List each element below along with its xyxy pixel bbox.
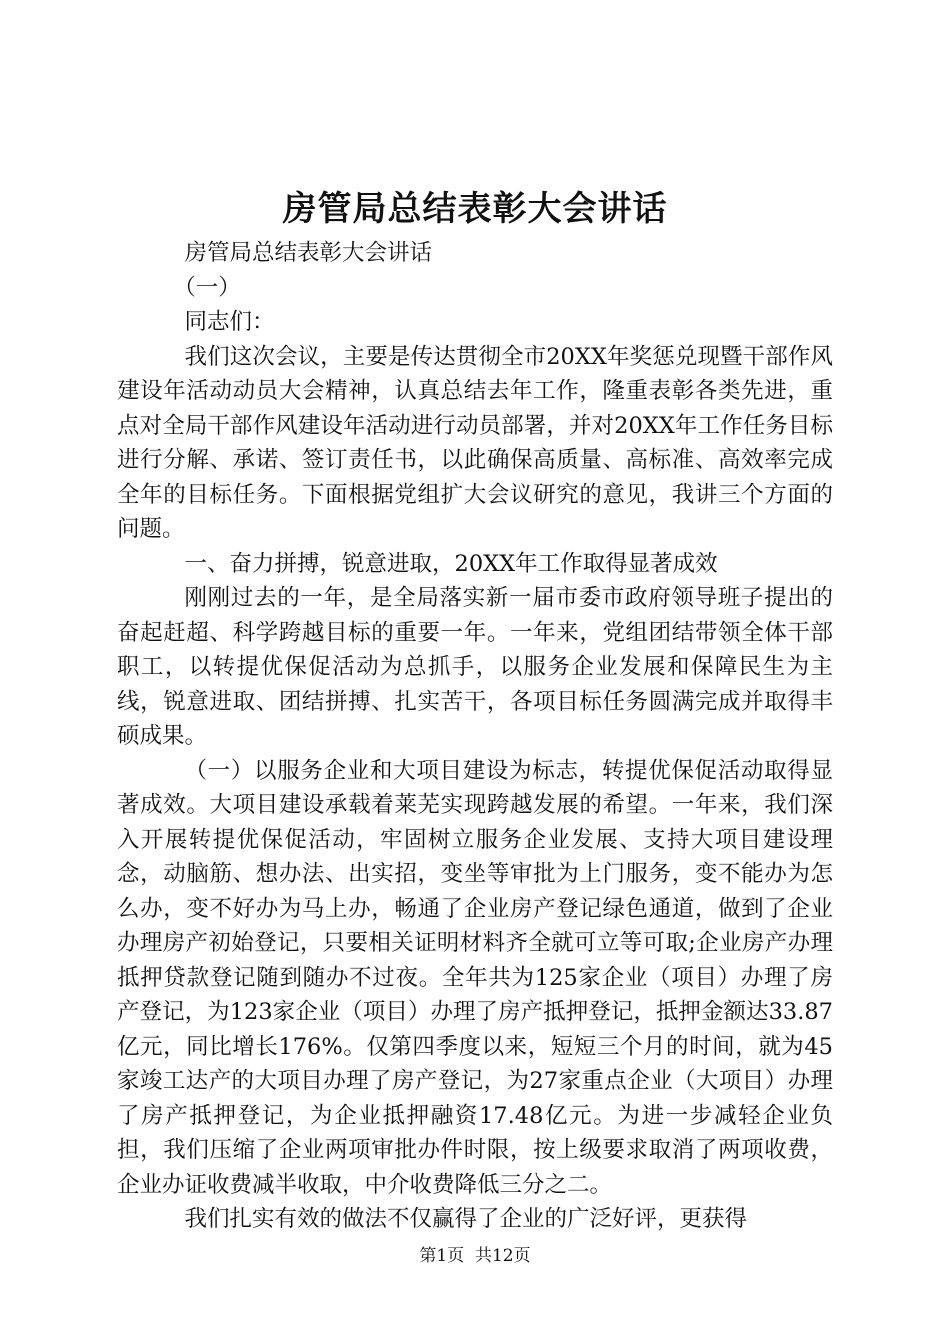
body-paragraph: （一）以服务企业和大项目建设为标志，转提优保促活动取得显著成效。大项目建设承载着莱芜实现跨越发展的希望。一年来，我们深入开展转提优保促活动，牢固树立服务企业发展、支持大项目建设理念，动脑筋、想办法、出实招，变坐等审批为上门服务，变不能办为怎么办，变不好办为马上办，畅通了企业房产登记绿色通道，做到了企业办理房产初始登记，只要相关证明材料齐全就可立等可取;企业房产办理抵押贷款登记随到随办不过夜。全年共为125家企业（项目）办理了房产登记，为123家企业（项目）办理了房产抵押登记，抵押金额达33.87亿元，同比增长176%。仅第四季度以来，短短三个月的时间，就为45家竣工达产的大项目办理了房产登记，为27家重点企业（大项目）办理了房产抵押登记，为企业抵押融资17.48亿元。为进一步减轻企业负担，我们压缩了企业两项审批办件时限，按上级要求取消了两项收费，企业办证收费减半收取，中介收费降低三分之二。 [117, 757, 833, 1198]
page-number-label: 第1页 共12页 [419, 1246, 531, 1266]
body-paragraph: 刚刚过去的一年，是全局落实新一届市委市政府领导班子提出的奋起赶超、科学跨越目标的重要一年。一年来，党组团结带领全体干部职工，以转提优保促活动为总抓手，以服务企业发展和保障民生为主线，锐意进取、团结拼搏、扎实苦干，各项目标任务圆满完成并取得丰硕成果。 [117, 585, 833, 749]
section-heading-paragraph: 一、奋力拼搏，锐意进取，20XX年工作取得显著成效 [184, 550, 718, 577]
body-paragraph: 我们扎实有效的做法不仅赢得了企业的广泛好评，更获得 [184, 1206, 748, 1232]
page-footer [0, 1244, 950, 1268]
salutation-paragraph: 同志们： [184, 309, 275, 335]
body-paragraph: 我们这次会议，主要是传达贯彻全市20XX年奖惩兑现暨干部作风建设年活动动员大会精神，认真总结去年工作，隆重表彰各类先进，重点对全局干部作风建设年活动进行动员部署，并对20XX年工作任务目标进行分解、承诺、签订责任书，以此确保高质量、高标准、高效率完成全年的目标任务。下面根据党组扩大会议研究的意见，我讲三个方面的问题。 [117, 343, 833, 542]
section-number-paragraph: （一） [173, 274, 241, 301]
document-body [117, 236, 833, 1237]
subtitle-paragraph: 房管局总结表彰大会讲话 [184, 240, 433, 266]
document-title: 房管局总结表彰大会讲话 [282, 189, 668, 229]
